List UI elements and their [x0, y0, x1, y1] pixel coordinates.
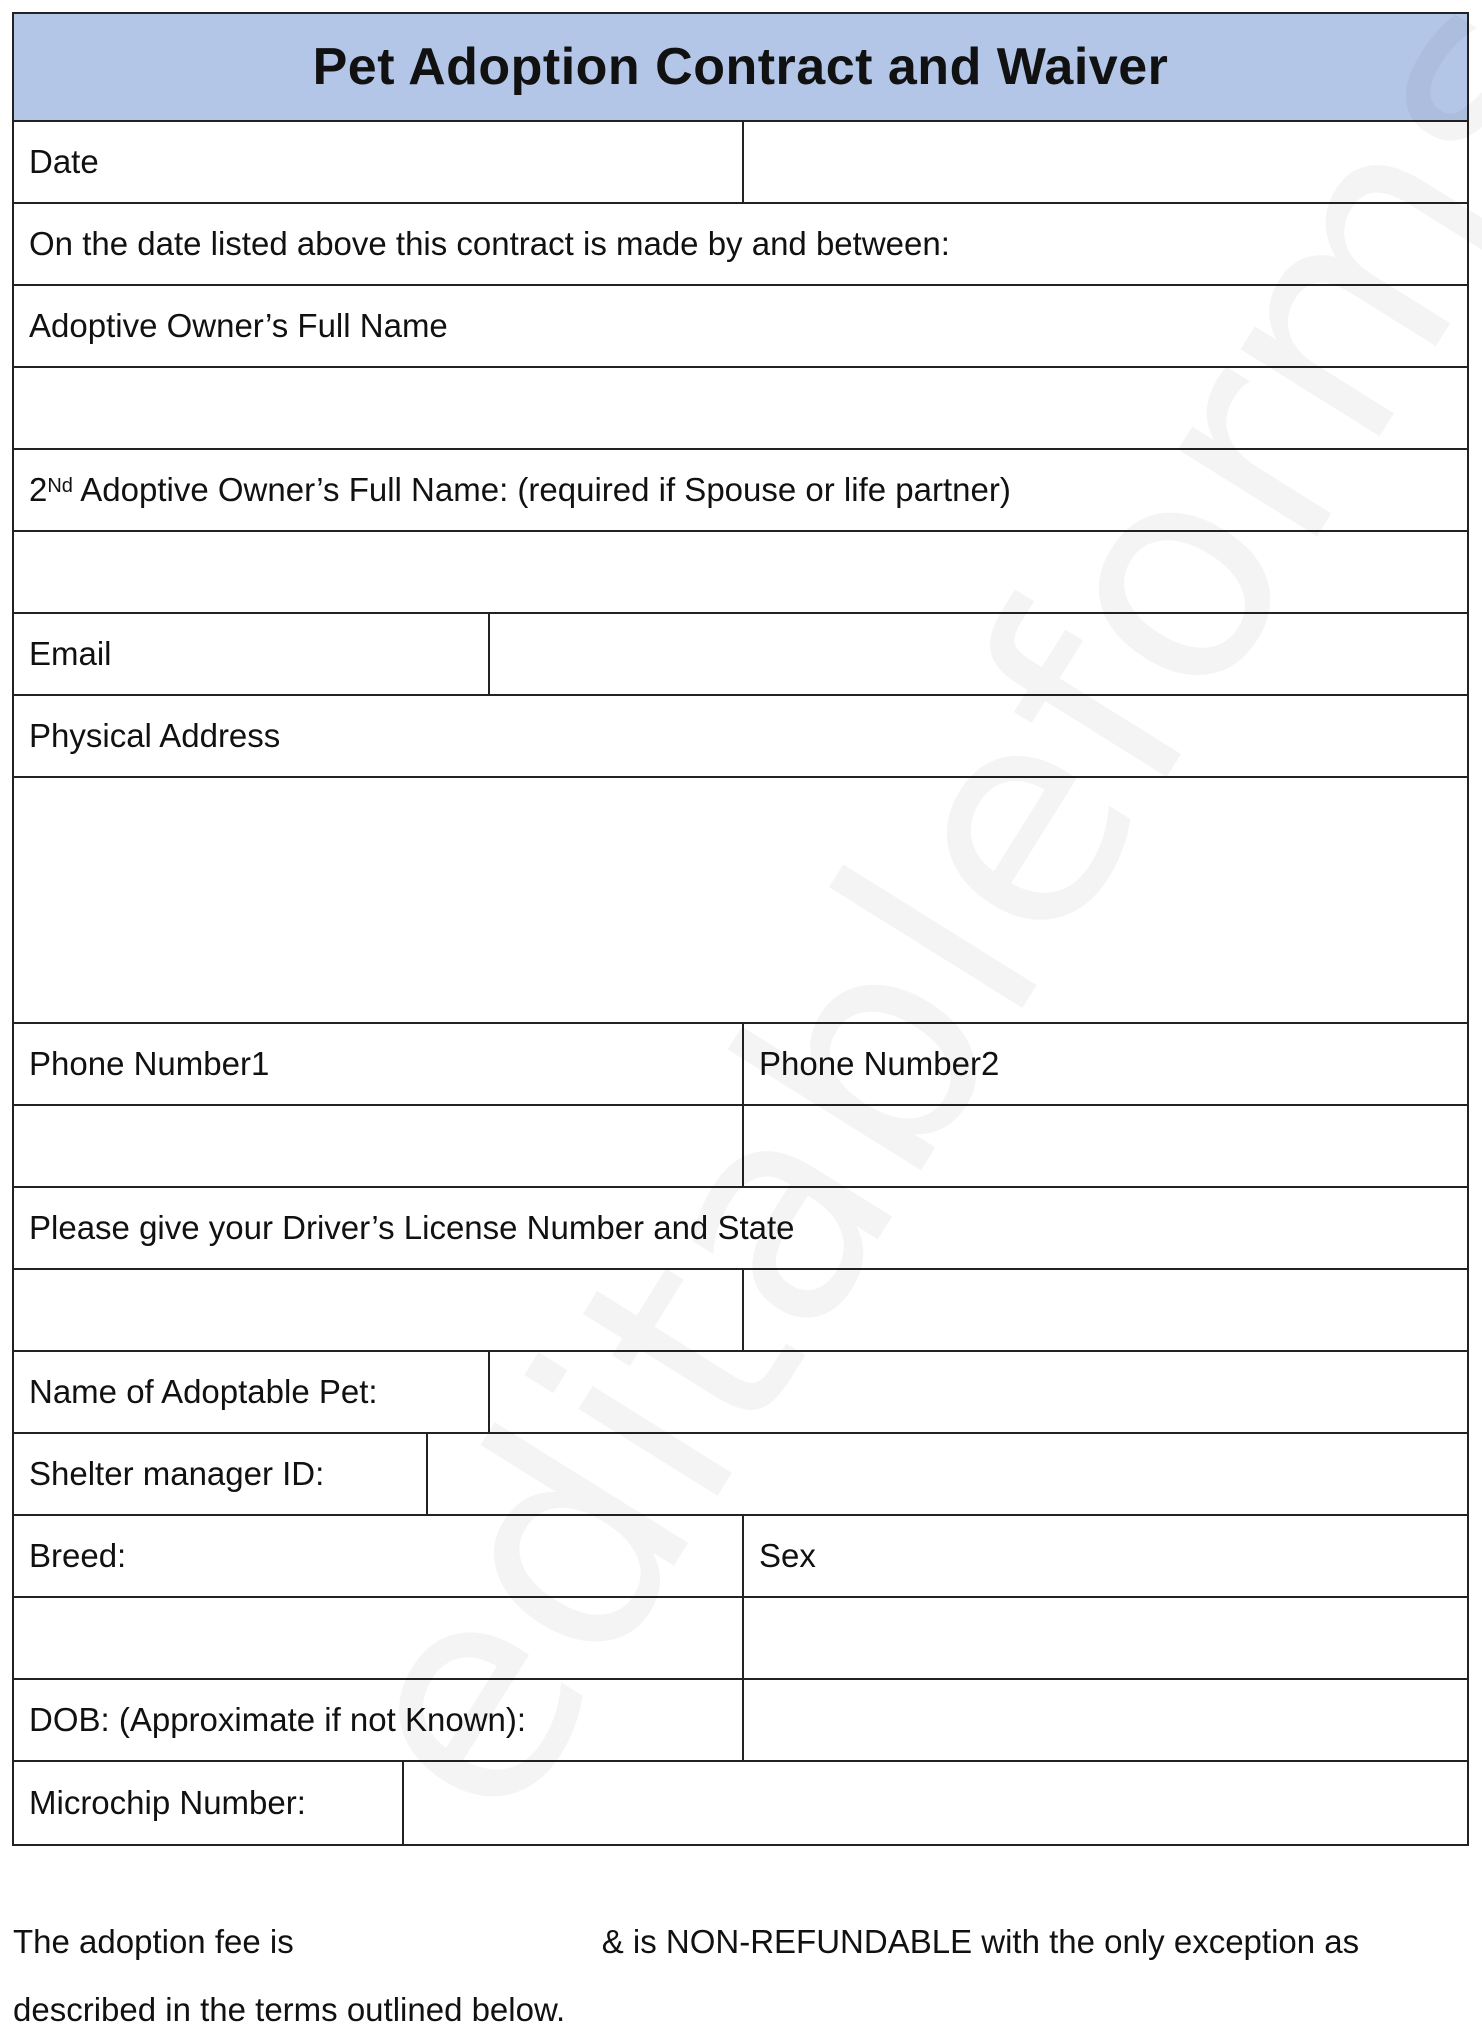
owner-name-label: Adoptive Owner’s Full Name: [29, 307, 448, 344]
license-number-field[interactable]: [14, 1270, 742, 1350]
date-field[interactable]: [742, 122, 1467, 202]
shelter-id-row: [14, 1434, 1467, 1516]
email-field[interactable]: [488, 614, 1467, 694]
email-label: Email: [29, 635, 112, 672]
date-row: [14, 122, 1467, 204]
phone-field-row: [14, 1106, 1467, 1188]
shelter-id-label: Shelter manager ID:: [29, 1455, 325, 1492]
microchip-label: Microchip Number:: [29, 1784, 306, 1821]
nonrefundable-text: & is NON-REFUNDABLE with the only exception as: [601, 1923, 1360, 1960]
license-label-row: [14, 1188, 1467, 1270]
dob-field[interactable]: [742, 1680, 1467, 1760]
phone1-field[interactable]: [14, 1106, 742, 1186]
owner2-prefix: 2: [29, 471, 48, 508]
title-bar: [14, 14, 1467, 122]
address-field-row: [14, 778, 1467, 1024]
sex-field[interactable]: [742, 1598, 1467, 1678]
fee-paragraph: [13, 1908, 1453, 2044]
intro-row: [14, 204, 1467, 286]
license-field-row: [14, 1270, 1467, 1352]
license-label: Please give your Driver’s License Number and State: [29, 1209, 795, 1246]
adoption-form: [12, 12, 1469, 1846]
breed-field[interactable]: [14, 1598, 742, 1678]
phone2-label: Phone Number2: [742, 1024, 1467, 1104]
breed-label: Breed:: [29, 1537, 127, 1574]
intro-text: On the date listed above this contract is made by and between:: [29, 225, 950, 262]
owner2-field-row: [14, 532, 1467, 614]
address-label-row: [14, 696, 1467, 778]
owner2-name-field[interactable]: [14, 532, 1467, 612]
microchip-field[interactable]: [402, 1762, 1467, 1844]
email-row: [14, 614, 1467, 696]
owner2-label-text: Adoptive Owner’s Full Name: (required if Spouse or life partner): [72, 471, 1011, 508]
date-label: Date: [29, 143, 99, 180]
owner2-name-label: [14, 450, 1467, 530]
pet-name-field[interactable]: [488, 1352, 1467, 1432]
owner2-label-row: [14, 450, 1467, 532]
microchip-row: [14, 1762, 1467, 1844]
shelter-id-field[interactable]: [426, 1434, 1467, 1514]
phone1-label: Phone Number1: [29, 1045, 270, 1082]
address-field[interactable]: [14, 778, 1467, 1022]
license-state-field[interactable]: [742, 1270, 1467, 1350]
phone-label-row: [14, 1024, 1467, 1106]
form-title: Pet Adoption Contract and Waiver: [312, 38, 1169, 96]
breed-sex-label-row: [14, 1516, 1467, 1598]
owner-label-row: [14, 286, 1467, 368]
fee-text: The adoption fee is: [13, 1923, 294, 1960]
fee-terms-text: described in the terms outlined below.: [13, 1991, 566, 2028]
dob-row: [14, 1680, 1467, 1762]
phone2-field[interactable]: [742, 1106, 1467, 1186]
owner-field-row: [14, 368, 1467, 450]
owner-name-field[interactable]: [14, 368, 1467, 448]
breed-sex-field-row: [14, 1598, 1467, 1680]
address-label: Physical Address: [29, 717, 281, 754]
owner2-superscript: Nd: [47, 474, 73, 497]
pet-name-label: Name of Adoptable Pet:: [29, 1373, 378, 1410]
pet-name-row: [14, 1352, 1467, 1434]
dob-label: DOB: (Approximate if not Known):: [29, 1701, 527, 1738]
sex-label: Sex: [742, 1516, 1467, 1596]
